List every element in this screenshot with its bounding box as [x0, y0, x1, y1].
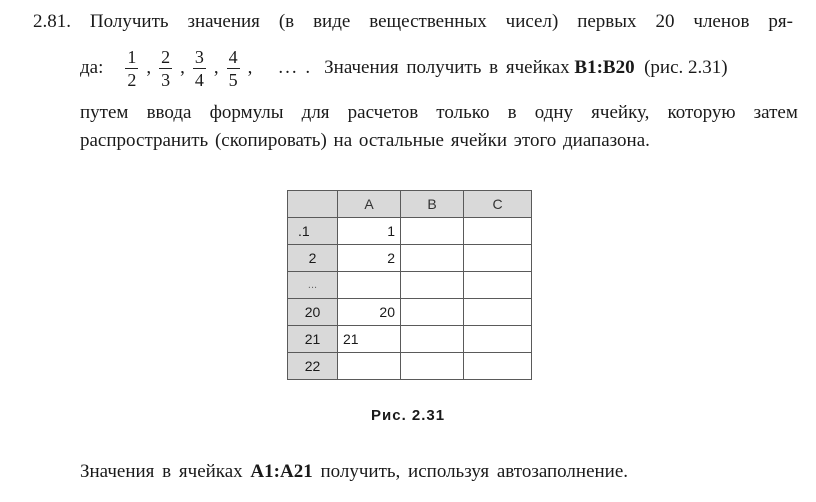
- line3-word: для: [301, 102, 330, 123]
- row-header: 21: [288, 326, 338, 353]
- line1-word: 20: [655, 11, 675, 32]
- cell-c: [464, 353, 532, 380]
- cell-a: 20: [338, 299, 401, 326]
- line1-word: первых: [577, 11, 637, 32]
- table-row: [288, 326, 532, 353]
- line1-word: ря-: [768, 11, 793, 32]
- cell-b: [401, 326, 464, 353]
- line3-word: в: [507, 102, 517, 123]
- line3-word: расчетов: [347, 102, 419, 123]
- ellipsis: ... .: [278, 57, 313, 78]
- line1-word: Получить: [89, 11, 169, 32]
- fraction: [125, 46, 138, 91]
- cell-c: [464, 218, 532, 245]
- line3-word: которую: [667, 102, 736, 123]
- fraction: [227, 46, 240, 91]
- cell-a: [338, 353, 401, 380]
- note-text: получить, используя автозаполнение.: [320, 461, 629, 482]
- line3-word: путем: [80, 102, 129, 123]
- line1-word: виде: [313, 11, 351, 32]
- line3-word: ячейку,: [591, 102, 650, 123]
- cell-b: [401, 353, 464, 380]
- column-header-c: C: [464, 191, 532, 218]
- problem-line-3: [80, 101, 798, 125]
- denominator: 4: [194, 69, 204, 90]
- note-text: Значения в ячейках: [80, 461, 243, 482]
- row-header: 20: [288, 299, 338, 326]
- numerator: 1: [127, 46, 137, 67]
- denominator: 5: [228, 69, 238, 90]
- corner-cell: [288, 191, 338, 218]
- range-b1-b20: B1:B20: [574, 57, 635, 78]
- cell-b: [401, 272, 464, 299]
- problem-line-2: да: $\frac{1}{2}$ , $\frac{2}{3}$ , $\frac{3}{4}$ , $\frac{4}{5}$ , ... . Значения получить в ячейках B1:B20 (рис. 2.31): [80, 46, 728, 90]
- line1-word: (в: [278, 11, 295, 32]
- row-header: 22: [288, 353, 338, 380]
- column-header-a: A: [338, 191, 401, 218]
- denominator: 3: [161, 69, 171, 90]
- line2-prefix: да:: [80, 57, 104, 78]
- cell-c: [464, 272, 532, 299]
- line1-word: чисел): [505, 11, 559, 32]
- cell-c: [464, 299, 532, 326]
- table-row: [288, 353, 532, 380]
- row-header: ...: [288, 272, 338, 299]
- table-row: [288, 272, 532, 299]
- problem-number: 2.81.: [33, 11, 71, 32]
- line1-word: значения: [187, 11, 260, 32]
- figure-reference: (рис. 2.31): [644, 57, 728, 78]
- line3-word: одну: [534, 102, 574, 123]
- denominator: 2: [127, 69, 137, 90]
- row-header: 2: [288, 245, 338, 272]
- table-row: [288, 218, 532, 245]
- cell-b: [401, 299, 464, 326]
- cell-a: [338, 272, 401, 299]
- autofill-note: [80, 460, 628, 484]
- cell-a: 2: [338, 245, 401, 272]
- cell-a: 21: [338, 326, 401, 353]
- line1-word: членов: [693, 11, 750, 32]
- numerator: 4: [228, 46, 238, 67]
- column-header-row: [288, 191, 532, 218]
- range-a1-a21: A1:A21: [250, 461, 313, 482]
- cell-a: 1: [338, 218, 401, 245]
- table-row: [288, 299, 532, 326]
- line1-word: вещественных: [369, 11, 487, 32]
- line3-word: только: [436, 102, 490, 123]
- table-row: [288, 245, 532, 272]
- problem-line-1: [33, 10, 793, 34]
- numerator: 3: [194, 46, 204, 67]
- cell-b: [401, 218, 464, 245]
- line3-word: ввода: [146, 102, 192, 123]
- line2-text: Значения получить в ячейках: [324, 57, 570, 78]
- numerator: 2: [161, 46, 171, 67]
- line3-word: затем: [753, 102, 798, 123]
- spreadsheet-figure: [287, 190, 532, 380]
- cell-b: [401, 245, 464, 272]
- cell-c: [464, 245, 532, 272]
- problem-line-4: распространить (скопировать) на остальные ячейки этого диапазона.: [80, 130, 650, 151]
- figure-caption: Рис. 2.31: [371, 407, 446, 424]
- row-header: .1: [288, 218, 338, 245]
- column-header-b: B: [401, 191, 464, 218]
- fraction: [159, 46, 172, 91]
- line3-word: формулы: [209, 102, 284, 123]
- cell-c: [464, 326, 532, 353]
- fraction: [193, 46, 206, 91]
